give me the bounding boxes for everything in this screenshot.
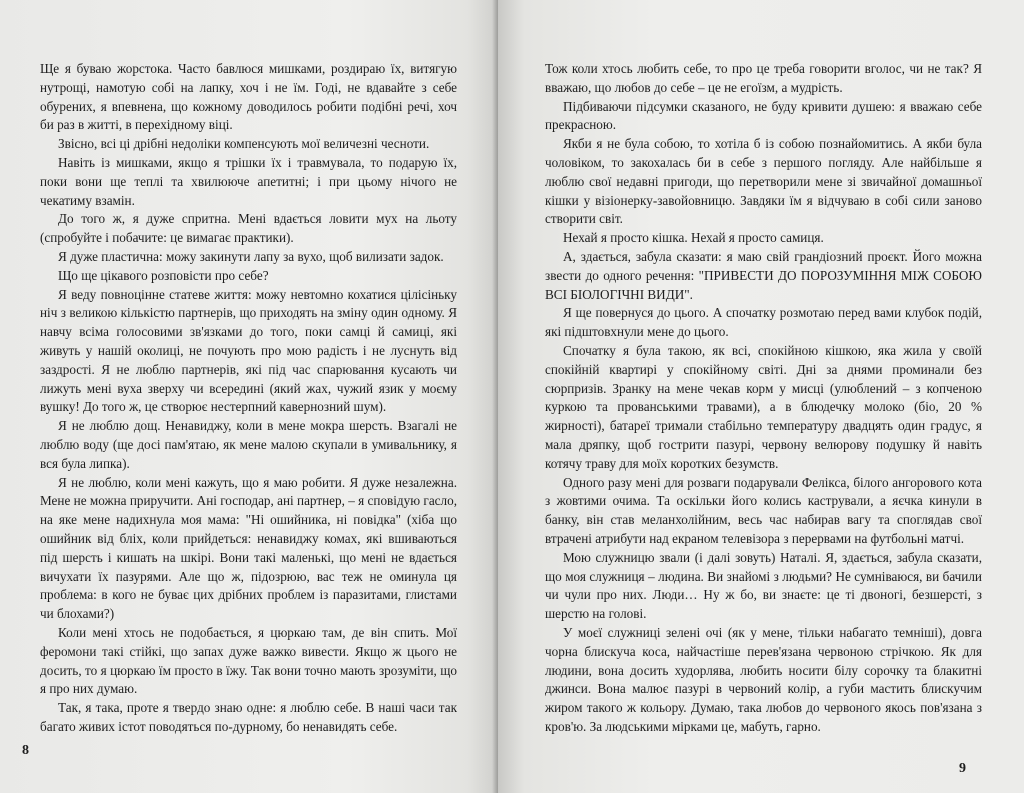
paragraph: Звісно, всі ці дрібні недоліки компенсують мої величезні чесноти. (58, 136, 430, 152)
paragraph: Підбиваючи підсумки сказаного, не буду кривити душею: я вважаю себе прекрасною. (545, 98, 982, 133)
paragraph: Я веду повноцінне статеве життя: можу невтомно кохатися цілісіньку ніч з великою кількістю партнерів, що приходять на зміну один одному. Я навчу всіма голосовими зв'язками до того, поки самці й самиці, які живуть у нашій околиці, не почують про мою радість і не луснуть від заздрості. Я не люблю партнерів, які під час спарювання кусають чи лижуть мені вуха зверху чи всередині (який жах, чужий язик у моєму вушку! До того ж, це створює нестерпний кавернозний шум). (40, 286, 457, 415)
paragraph: Я ще повернуся до цього. А спочатку розмотаю перед вами клубок подій, які підштовхнули мене до цього. (545, 305, 982, 340)
paragraph: Що ще цікавого розповісти про себе? (58, 267, 269, 283)
paragraph: Нехай я просто кішка. Нехай я просто самиця. (563, 230, 824, 246)
paragraph: Одного разу мені для розваги подарували Фелікса, білого ангорового кота з жовтими очима. Та оскільки його колись кастрували, а яєчка кинули в банку, він став меланхолійним, весь час набирав вагу та споглядав свої втрачені атрибути над екраном телевізора з перервами на футбольні матчі. (545, 474, 982, 546)
paragraph: Тож коли хтось любить себе, то про це треба говорити вголос, чи не так? Я вважаю, що любов до себе – це не егоїзм, а мудрість. (545, 61, 982, 95)
right-page (498, 0, 1024, 793)
page-number-left: 8 (22, 743, 29, 758)
paragraph: Коли мені хтось не подобається, я цюркаю там, де він спить. Мої феромони такі стійкі, що запах дуже важко вивести. Якщо ж цього не досить, то я цюркаю їм просто в їжу. Так вони точно мають зрозуміти, що я про них думаю. (40, 624, 457, 697)
paragraph: Так, я така, проте я твердо знаю одне: я люблю себе. В наші часи так багато живих істот поводяться по-дурному, бо ненавидять себе. (40, 700, 457, 734)
paragraph: Я не люблю дощ. Ненавиджу, коли в мене мокра шерсть. Взагалі не люблю воду (ще досі пам'ятаю, як мене малою скупали в умивальнику, я вся була липка). (40, 418, 457, 471)
left-page (0, 0, 497, 793)
paragraph: Спочатку я була такою, як всі, спокійною кішкою, яка жила у своїй спокійній квартирі у спокійному світі. Дні за днями проминали без сюрпризів. Зранку на мене чекав корм у мисці (улюблений – з копченою куркою та прованськими травами), а в блюдечку молоко (біо, 20 % жирності), батареї тримали стабільно температуру двадцять один градус, я мала дряпку, щоб гострити пазурі, червону велюрову подушку й навіть котячу траву для моїх коротких безумств. (545, 342, 982, 471)
paragraph: До того ж, я дуже спритна. Мені вдається ловити мух на льоту (спробуйте і побачите: це вимагає практики). (40, 211, 457, 246)
paragraph: А, здається, забула сказати: я маю свій грандіозний проєкт. Його можна звести до одного речення: "ПРИВЕСТИ ДО ПОРОЗУМІННЯ МІЖ СОБОЮ ВСІ БІОЛОГІЧНІ ВИДИ". (545, 248, 982, 302)
paragraph: Якби я не була собою, то хотіла б із собою познайомитись. А якби була чоловіком, то закохалась би в себе з першого погляду. Але найбільше я люблю свої недавні пригоди, що перетворили мене зі звичайної домашньої кішки у візіонерку-завойовницю. Завдяки їм я відчуваю в собі сили заново створити світ. (545, 136, 982, 227)
paragraph: У моєї служниці зелені очі (як у мене, тільки набагато темніші), довга чорна блискуча коса, найчастіше перев'язана червоною стрічкою. Як для людини, вона досить худорлява, любить носити білу сорочку та блакитні джинси. Вона малює пазурі в червоний колір, а губи мастить блискучим жиром такого ж кольору. Думаю, така любов до червоного якось пов'язана з кров'ю. За людськими мірками це, мабуть, гарно. (545, 624, 982, 734)
right-page-text (545, 60, 982, 737)
page-number-right: 9 (959, 761, 966, 776)
paragraph: Мою служницю звали (і далі зовуть) Наталі. Я, здається, забула сказати, що моя служниця – людина. Ви знайомі з людьми? Не сумніваюся, ви бачили чи чули про них. Люди… Ну ж бо, ви знаєте: це ті двоногі, безшерсті, з шерстю на голові. (545, 549, 982, 622)
paragraph: Я не люблю, коли мені кажуть, що я маю робити. Я дуже незалежна. Мене не можна приручити. Ані господар, ані партнер, – я сповідую гасло, на яке мене надихнула моя мама: "Ні ошийника, ні повідка" (хіба що ошийник від бліх, коли прийдеться: ненавиджу комах, які вшиваються під шерсть і кишать на шкірі. Вони такі маленькі, що мені не вдається вичухати їх пазурями. Але що ж, підозрюю, вас теж не оминула ця проблема: в кого не буває цих дрібних проблем із паразитами, глистами чи блохами?) (40, 474, 457, 622)
paragraph: Я дуже пластична: можу закинути лапу за вухо, щоб вилизати задок. (58, 248, 444, 264)
paragraph: Ще я буваю жорстока. Часто бавлюся мишками, роздираю їх, витягую нутрощі, намотую собі на лапку, хоч і не їм. Годі, не вдавайте з себе обурених, я впевнена, що кожному доводилось робити подібні речі, хоч би раз в житті, в перехідному віці. (40, 61, 457, 133)
paragraph: Навіть із мишками, якщо я трішки їх і травмувала, то подарую їх, поки вони ще теплі та хвилююче апетитні; і при цьому нічого не чекатиму взамін. (40, 154, 457, 208)
left-page-text (40, 60, 457, 737)
